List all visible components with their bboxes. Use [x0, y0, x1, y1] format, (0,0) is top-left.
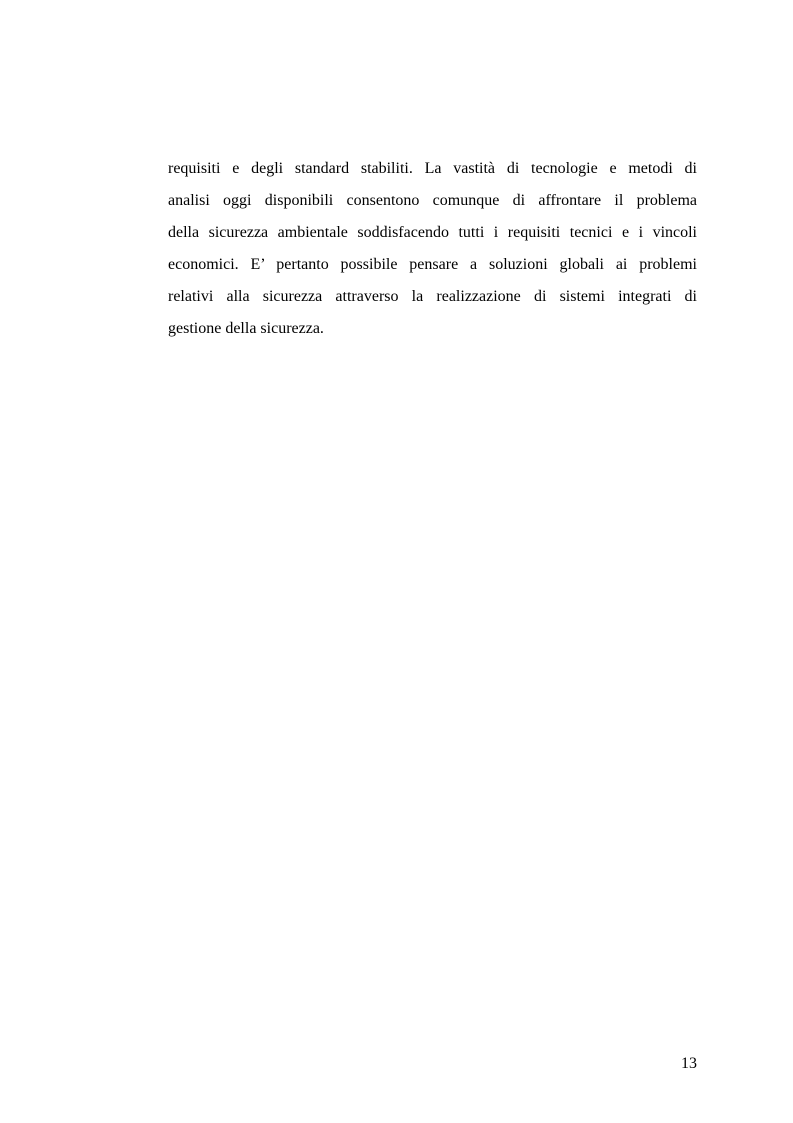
page-number: 13: [681, 1055, 697, 1072]
paragraph-line-2: analisi oggi disponibili consentono comunque di affrontare il problema: [168, 192, 697, 209]
paragraph-line-3: della sicurezza ambientale soddisfacendo tutti i requisiti tecnici e i vincoli: [168, 224, 697, 241]
body-paragraph: [168, 153, 697, 345]
paragraph-line-5: relativi alla sicurezza attraverso la realizzazione di sistemi integrati di: [168, 288, 697, 305]
paragraph-line-4: economici. E’ pertanto possibile pensare a soluzioni globali ai problemi: [168, 256, 697, 273]
paragraph-line-6: gestione della sicurezza.: [168, 320, 324, 337]
paragraph-line-1: requisiti e degli standard stabiliti. La vastità di tecnologie e metodi di: [168, 160, 697, 177]
